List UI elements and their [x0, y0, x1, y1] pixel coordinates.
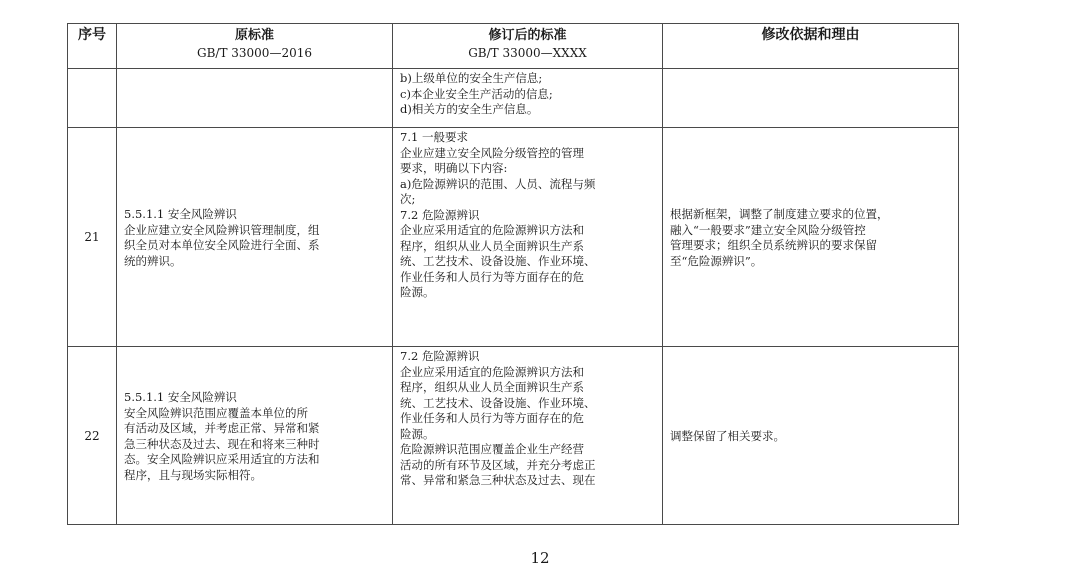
text-line: 管理要求；组织全员系统辨识的要求保留 [670, 238, 877, 252]
revised-text-cell [393, 347, 663, 525]
header-original-standard [117, 24, 393, 69]
text-line: 统的辨识。 [124, 253, 182, 268]
text-line: 作业任务和人员行为等方面存在的危 [400, 269, 584, 284]
text-line: 统、工艺技术、设备设施、作业环境、 [400, 254, 596, 268]
text-line: 织全员对本单位安全风险进行全面、系 [124, 238, 320, 252]
text-line: 次; [400, 192, 416, 206]
text-line: 安全风险辨识范围应覆盖本单位的所 [124, 405, 308, 420]
original-text-cell [117, 347, 393, 525]
text-line: 调整保留了相关要求。 [670, 428, 785, 443]
revised-text-cell [393, 128, 663, 347]
text-line: d)相关方的安全生产信息。 [400, 102, 539, 116]
header-reason: 修改依据和理由 [663, 24, 959, 69]
header-revised-title: 修订后的标准 [488, 28, 567, 43]
text-line: 至“危险源辨识”。 [670, 253, 763, 268]
text-line: 急三种状态及过去、现在和将来三种时 [124, 436, 320, 451]
text-line: 7.2 危险源辨识 [400, 349, 480, 363]
row-number: 21 [68, 128, 117, 347]
text-line: 要求，明确以下内容: [400, 161, 508, 175]
text-line: 危险源辨识范围应覆盖企业生产经营 [400, 442, 584, 456]
header-original-code: GB/T 33000—2016 [197, 46, 312, 60]
table-row [68, 128, 959, 347]
text-line: 融入“一般要求”建立安全风险分级管控 [670, 222, 866, 237]
table-row [68, 69, 959, 128]
text-line: 有活动及区域，并考虑正常、异常和紧 [124, 421, 320, 435]
text-line: 险源。 [400, 426, 435, 441]
revision-comparison-table [67, 23, 959, 525]
text-line: 根据新框架，调整了制度建立要求的位置， [670, 207, 889, 221]
text-line: 7.2 危险源辨识 [400, 207, 480, 222]
row-number: 22 [68, 347, 117, 525]
reason-text-cell [663, 347, 959, 525]
text-line: 程序，组织从业人员全面辨识生产系 [400, 238, 584, 253]
text-line: 态。安全风险辨识应采用适宜的方法和 [124, 452, 320, 466]
text-line: c)本企业安全生产活动的信息; [400, 86, 553, 101]
text-line: 统、工艺技术、设备设施、作业环境、 [400, 395, 596, 410]
revised-text-cell [393, 69, 663, 128]
text-line: 5.5.1.1 安全风险辨识 [124, 207, 237, 221]
text-line: 企业应采用适宜的危险源辨识方法和 [400, 364, 584, 379]
row-number [68, 69, 117, 128]
original-text-cell [117, 128, 393, 347]
text-line: 常、异常和紧急三种状态及过去、现在 [400, 473, 596, 487]
text-line: 企业应采用适宜的危险源辨识方法和 [400, 223, 584, 237]
text-line: 企业应建立安全风险辨识管理制度，组 [124, 222, 320, 237]
header-original-title: 原标准 [234, 28, 274, 43]
reason-text-cell [663, 69, 959, 128]
text-line: 程序，组织从业人员全面辨识生产系 [400, 380, 584, 394]
text-line: 5.5.1.1 安全风险辨识 [124, 390, 237, 404]
text-line: 险源。 [400, 285, 435, 299]
original-text-cell [117, 69, 393, 128]
header-revised-code: GB/T 33000—XXXX [468, 46, 587, 60]
table-row [68, 347, 959, 525]
text-line: 7.1 一般要求 [400, 130, 468, 144]
header-revised-standard [393, 24, 663, 69]
table-header-row [68, 24, 959, 69]
reason-text-cell [663, 128, 959, 347]
text-line: 程序，且与现场实际相符。 [124, 467, 262, 482]
header-seq: 序号 [68, 24, 117, 69]
page-number: 12 [530, 549, 550, 567]
text-line: b)上级单位的安全生产信息; [400, 71, 543, 85]
text-line: 作业任务和人员行为等方面存在的危 [400, 411, 584, 425]
text-line: 企业应建立安全风险分级管控的管理 [400, 145, 584, 160]
text-line: a)危险源辨识的范围、人员、流程与频 [400, 176, 596, 191]
text-line: 活动的所有环节及区域，并充分考虑正 [400, 457, 596, 472]
